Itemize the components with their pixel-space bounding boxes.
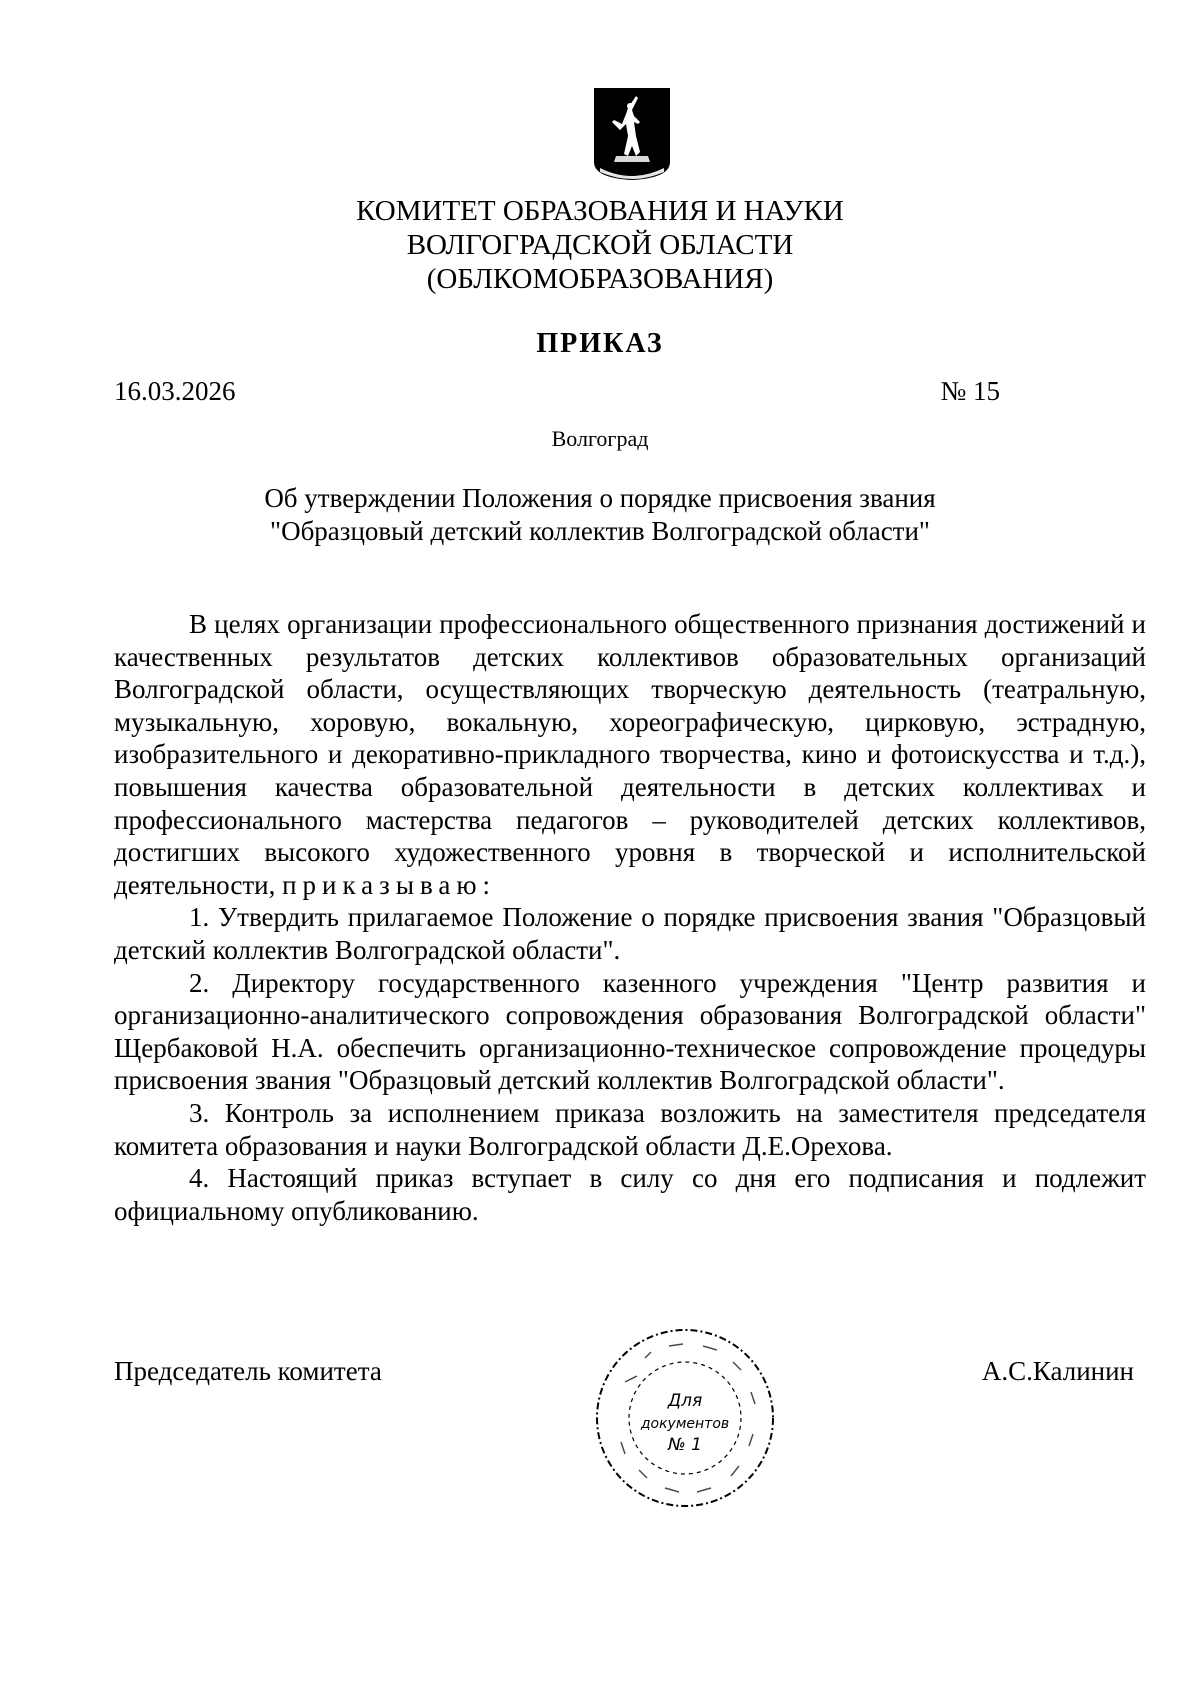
org-name-line-1: КОМИТЕТ ОБРАЗОВАНИЯ И НАУКИ (356, 195, 844, 227)
document-title-line-2: "Образцовый детский коллектив Волгоградской области" (270, 516, 930, 546)
preamble-text: В целях организации профессионального общественного признания достижений и качественных результатов детских коллективов образовательных организаций Волгоградской области, осуществляющих творческую деятельность (театральную, музыкальную, хоровую, вокальную, хореографическую, цирковую, эстрадную, изобразительного и декоративно-прикладного творчества, кино и фотоискусства и т.д.), повышения качества образовательной деятельности в детских коллективах и профессионального мастерства педагогов – руководителей детских коллективов, достигших высокого художественного уровня в творческой и исполнительской деятельности, (114, 609, 1146, 900)
document-title (0, 482, 1200, 548)
preamble-paragraph (114, 608, 1146, 901)
signatory-position: Председатель комитета (114, 1356, 382, 1386)
document-type: ПРИКАЗ (536, 328, 664, 359)
coat-of-arms-icon (592, 86, 672, 182)
document-date: 16.03.2026 (114, 376, 236, 406)
order-item-4: 4. Настоящий приказ вступает в силу со дня его подписания и подлежит официальному опубликованию. (114, 1163, 1146, 1226)
order-item-1: 1. Утвердить прилагаемое Положение о порядке присвоения звания "Образцовый детский коллектив Волгоградской области". (114, 902, 1146, 965)
stamp-line-3: № 1 (668, 1435, 702, 1455)
document-title-line-1: Об утверждении Положения о порядке присвоения звания (264, 483, 936, 513)
stamp-line-2: документов (640, 1416, 730, 1432)
document-number: № 15 (940, 376, 1000, 406)
stamp-seal (585, 1318, 785, 1518)
order-word: приказываю: (282, 869, 497, 900)
order-item-3: 3. Контроль за исполнением приказа возложить на заместителя председателя комитета образования и науки Волгоградской области Д.Е.Орехова. (114, 1097, 1146, 1161)
signatory-name: А.С.Калинин (981, 1356, 1134, 1386)
org-name-line-2: ВОЛГОГРАДСКОЙ ОБЛАСТИ (406, 229, 794, 261)
order-item-2: 2. Директору государственного казенного учреждения "Центр развития и организационно-аналитического сопровождения образования Волгоградской области" Щербаковой Н.А. обеспечить организационно-техническое сопровождение процедуры присвоения звания "Образцовый детский коллектив Волгоградской области". (114, 967, 1146, 1096)
document-city: Волгоград (551, 426, 649, 451)
document-body (114, 608, 1146, 1227)
stamp-line-1: Для (667, 1391, 703, 1411)
org-name-line-3: (ОБЛКОМОБРАЗОВАНИЯ) (426, 263, 774, 295)
